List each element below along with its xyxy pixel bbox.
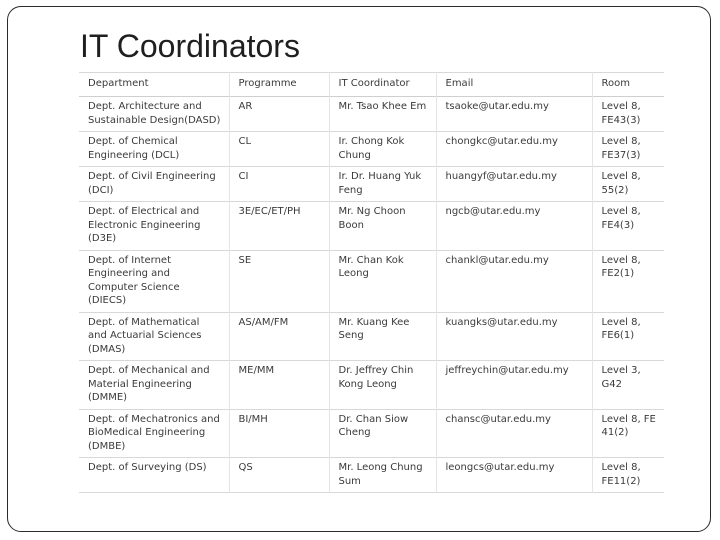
cell-email: tsaoke@utar.edu.my (436, 97, 592, 132)
slide-title: IT Coordinators (80, 28, 300, 64)
cell-department: Dept. Architecture and Sustainable Design(DASD) (79, 97, 229, 132)
cell-coordinator: Mr. Ng Choon Boon (329, 202, 436, 251)
table-row (79, 202, 664, 251)
cell-programme: AS/AM/FM (229, 312, 329, 361)
cell-email: jeffreychin@utar.edu.my (436, 361, 592, 410)
header-programme: Programme (229, 73, 329, 97)
cell-coordinator: Mr. Kuang Kee Seng (329, 312, 436, 361)
table-row (79, 97, 664, 132)
table-row (79, 361, 664, 410)
cell-programme: QS (229, 458, 329, 493)
cell-email: chansc@utar.edu.my (436, 409, 592, 458)
cell-room: Level 8, 55(2) (601, 171, 641, 196)
cell-email: ngcb@utar.edu.my (436, 202, 592, 251)
coordinators-table (79, 72, 664, 493)
cell-room: Level 3, G42 (601, 365, 641, 390)
header-department: Department (79, 73, 229, 97)
table-row (79, 250, 664, 312)
cell-department: Dept. of Surveying (DS) (79, 458, 229, 493)
coordinators-table-container (79, 72, 664, 515)
cell-coordinator: Ir. Chong Kok Chung (329, 132, 436, 167)
cell-coordinator: Dr. Jeffrey Chin Kong Leong (329, 361, 436, 410)
cell-email: huangyf@utar.edu.my (436, 167, 592, 202)
cell-programme: CL (229, 132, 329, 167)
cell-room: Level 8, FE 41(2) (601, 413, 656, 438)
cell-email: kuangks@utar.edu.my (436, 312, 592, 361)
cell-coordinator: Dr. Chan Siow Cheng (329, 409, 436, 458)
cell-room: Level 8, FE11(2) (601, 462, 641, 487)
cell-department: Dept. of Mechanical and Material Engineering (DMME) (79, 361, 229, 410)
cell-email: chankl@utar.edu.my (436, 250, 592, 312)
cell-programme: CI (229, 167, 329, 202)
cell-programme: BI/MH (229, 409, 329, 458)
cell-programme: AR (229, 97, 329, 132)
cell-department: Dept. of Mathematical and Actuarial Sciences (DMAS) (79, 312, 229, 361)
cell-coordinator: Ir. Dr. Huang Yuk Feng (329, 167, 436, 202)
table-row (79, 167, 664, 202)
cell-coordinator: Mr. Tsao Khee Em (329, 97, 436, 132)
header-email: Email (436, 73, 592, 97)
cell-department: Dept. of Mechatronics and BioMedical Engineering (DMBE) (79, 409, 229, 458)
cell-room: Level 8, FE37(3) (601, 136, 641, 161)
cell-room: Level 8, FE43(3) (601, 101, 641, 126)
header-coordinator: IT Coordinator (329, 73, 436, 97)
cell-room: Level 8, FE6(1) (601, 316, 641, 341)
cell-coordinator: Mr. Leong Chung Sum (329, 458, 436, 493)
table-row (79, 458, 664, 493)
cell-department: Dept. of Internet Engineering and Computer Science (DIECS) (79, 250, 229, 312)
table-row (79, 312, 664, 361)
cell-programme: ME/MM (229, 361, 329, 410)
cell-programme: 3E/EC/ET/PH (229, 202, 329, 251)
table-header-row (79, 73, 664, 97)
cell-programme: SE (229, 250, 329, 312)
table-row (79, 409, 664, 458)
cell-department: Dept. of Electrical and Electronic Engineering (D3E) (79, 202, 229, 251)
header-room: Room (601, 78, 630, 89)
table-row (79, 132, 664, 167)
cell-room: Level 8, FE2(1) (601, 254, 641, 279)
cell-department: Dept. of Chemical Engineering (DCL) (79, 132, 229, 167)
cell-email: leongcs@utar.edu.my (436, 458, 592, 493)
cell-email: chongkc@utar.edu.my (436, 132, 592, 167)
cell-department: Dept. of Civil Engineering (DCI) (79, 167, 229, 202)
cell-coordinator: Mr. Chan Kok Leong (329, 250, 436, 312)
cell-room: Level 8, FE4(3) (601, 206, 641, 231)
